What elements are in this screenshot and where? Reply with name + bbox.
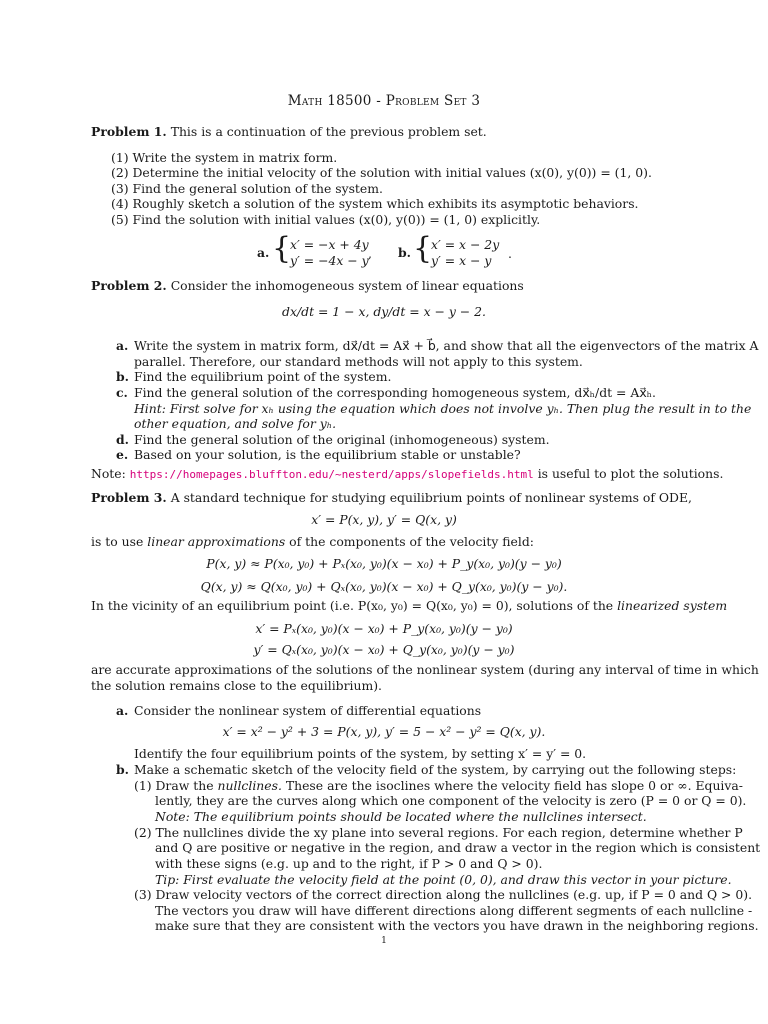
system-a-label: a. <box>257 245 270 260</box>
page-title: Math 18500 - Problem Set 3 <box>287 93 481 109</box>
p2-d-label: d. <box>116 432 129 447</box>
system-end: . <box>508 246 512 261</box>
problem-3-label: Problem 3. <box>91 490 167 505</box>
p2-c-hint-2: other equation, and solve for yₕ. <box>134 416 337 431</box>
problem-3-intro: A standard technique for studying equilibrium points of nonlinear systems of ODE, <box>170 490 692 505</box>
problem-3-ode: x′ = P(x, y), y′ = Q(x, y) <box>311 512 457 527</box>
p3-vicinity-1: In the vicinity of an equilibrium point (i.e. P(x₀, y₀) = Q(x₀, y₀) = 0), solutions of the <box>91 598 614 613</box>
p3-use-italic: linear approximations <box>147 534 286 549</box>
problem-1-intro: This is a continuation of the previous problem set. <box>170 124 487 139</box>
p2-a-line-2: parallel. Therefore, our standard methods will not apply to this system. <box>134 354 583 369</box>
p2-c-line-1: Find the general solution of the corresponding homogeneous system, dx⃗ₕ/dt = Ax⃗ₕ. <box>134 385 656 400</box>
page-number: 1 <box>381 936 387 946</box>
p2-note-line <box>91 466 723 483</box>
p3-use-line <box>91 534 534 550</box>
p3-a-line-2: Identify the four equilibrium points of the system, by setting x′ = y′ = 0. <box>134 746 587 761</box>
p3-b-line-1: Make a schematic sketch of the velocity field of the system, by carrying out the following steps: <box>134 762 737 777</box>
p3-step-1-note: Note: The equilibrium points should be located where the nullclines intersect. <box>155 809 647 824</box>
p3-step-2-tip: Tip: First evaluate the velocity field at the point (0, 0), and draw this vector in your picture. <box>155 872 732 887</box>
problem-3-intro-line <box>91 490 692 506</box>
p2-c-label: c. <box>116 385 128 400</box>
problem-1-item-4: (4) Roughly sketch a solution of the system which exhibits its asymptotic behaviors. <box>111 196 639 211</box>
p3-step-1-a: (1) Draw the <box>134 778 214 793</box>
problem-1-intro-line <box>91 124 487 140</box>
p3-step-1-b: These are the isoclines where the velocity field has slope 0 or ∞. Equiva- <box>285 778 743 793</box>
p3-linear-y: y′ = Qₓ(x₀, y₀)(x − x₀) + Q_y(x₀, y₀)(y − y₀) <box>253 642 515 657</box>
p3-step-2-line-3: with these signs (e.g. up and to the right, if P > 0 and Q > 0). <box>155 856 543 871</box>
p2-b-line-1: Find the equilibrium point of the system. <box>134 369 392 384</box>
p3-linear-x: x′ = Pₓ(x₀, y₀)(x − x₀) + P_y(x₀, y₀)(y − y₀) <box>255 621 513 636</box>
p3-b-label: b. <box>116 762 129 777</box>
p3-step-3-line-2: The vectors you draw will have different directions along different segments of each nullcline - <box>155 903 753 918</box>
p3-approx-q: Q(x, y) ≈ Q(x₀, y₀) + Qₓ(x₀, y₀)(x − x₀) + Q_y(x₀, y₀)(y − y₀). <box>200 579 568 594</box>
p3-step-3-line-1: (3) Draw velocity vectors of the correct direction along the nullclines (e.g. up, if P = 0 and Q > 0). <box>134 887 753 902</box>
p3-vicinity-italic: linearized system <box>617 598 728 613</box>
system-b-eq-2: y′ = x − y <box>431 253 492 268</box>
p2-a-label: a. <box>116 338 129 353</box>
p2-note-rest: is useful to plot the solutions. <box>537 466 724 481</box>
slopefields-link[interactable]: https://homepages.bluffton.edu/~nesterd/apps/slopefields.html <box>129 468 534 481</box>
p2-e-line-1: Based on your solution, is the equilibrium stable or unstable? <box>134 447 521 462</box>
p3-use-1: is to use <box>91 534 144 549</box>
p3-use-2: of the components of the velocity field: <box>289 534 534 549</box>
p2-a-line-1: Write the system in matrix form, dx⃗/dt = Ax⃗ + b⃗, and show that all the eigenvectors of the matrix A <box>134 338 759 353</box>
system-a-brace: { <box>272 231 292 266</box>
problem-2-intro: Consider the inhomogeneous system of linear equations <box>170 278 524 293</box>
problem-1-label: Problem 1. <box>91 124 167 139</box>
p3-step-1-italic: nullclines. <box>217 778 282 793</box>
p3-a-label: a. <box>116 703 129 718</box>
p2-note-label: Note: <box>91 466 126 481</box>
p3-accurate-2: the solution remains close to the equilibrium). <box>91 678 382 693</box>
system-b-eq-1: x′ = x − 2y <box>431 237 500 252</box>
system-a-eq-2: y′ = −4x − y <box>290 253 369 268</box>
system-separator: , <box>368 246 372 261</box>
p3-vicinity-line <box>91 598 727 614</box>
system-b-brace: { <box>413 231 433 266</box>
p3-a-equation: x′ = x² − y² + 3 = P(x, y), y′ = 5 − x² − y² = Q(x, y). <box>222 724 546 739</box>
p3-step-1-line-2: lently, they are the curves along which one component of the velocity is zero (P = 0 or Q = 0). <box>155 793 747 808</box>
p2-e-label: e. <box>116 447 129 462</box>
problem-1-item-2: (2) Determine the initial velocity of the solution with initial values (x(0), y(0)) = (1, 0). <box>111 165 652 180</box>
p3-step-2-line-2: and Q are positive or negative in the region, and draw a vector in the region which is consistent <box>155 840 761 855</box>
p3-a-line-1: Consider the nonlinear system of differential equations <box>134 703 482 718</box>
problem-2-intro-line <box>91 278 524 294</box>
p3-step-2-line-1: (2) The nullclines divide the xy plane into several regions. For each region, determine whether P <box>134 825 743 840</box>
p3-accurate-1: are accurate approximations of the solutions of the nonlinear system (during any interval of time in which <box>91 662 759 677</box>
problem-1-item-5: (5) Find the solution with initial values (x(0), y(0)) = (1, 0) explicitly. <box>111 212 541 227</box>
system-a-eq-1: x′ = −x + 4y <box>290 237 369 252</box>
system-b-label: b. <box>398 245 411 260</box>
problem-1-item-3: (3) Find the general solution of the system. <box>111 181 383 196</box>
p3-step-1-line-1 <box>134 778 743 794</box>
p2-b-label: b. <box>116 369 129 384</box>
p3-approx-p: P(x, y) ≈ P(x₀, y₀) + Pₓ(x₀, y₀)(x − x₀) + P_y(x₀, y₀)(y − y₀) <box>206 556 562 571</box>
problem-2-label: Problem 2. <box>91 278 167 293</box>
problem-1-item-1: (1) Write the system in matrix form. <box>111 150 338 165</box>
p2-c-hint-1: Hint: First solve for xₕ using the equation which does not involve yₕ. Then plug the result in to the <box>134 401 752 416</box>
problem-2-equation: dx/dt = 1 − x, dy/dt = x − y − 2. <box>282 304 486 319</box>
p3-step-3-line-3: make sure that they are consistent with the vectors you have drawn in the neighboring regions. <box>155 918 759 933</box>
p2-d-line-1: Find the general solution of the original (inhomogeneous) system. <box>134 432 550 447</box>
